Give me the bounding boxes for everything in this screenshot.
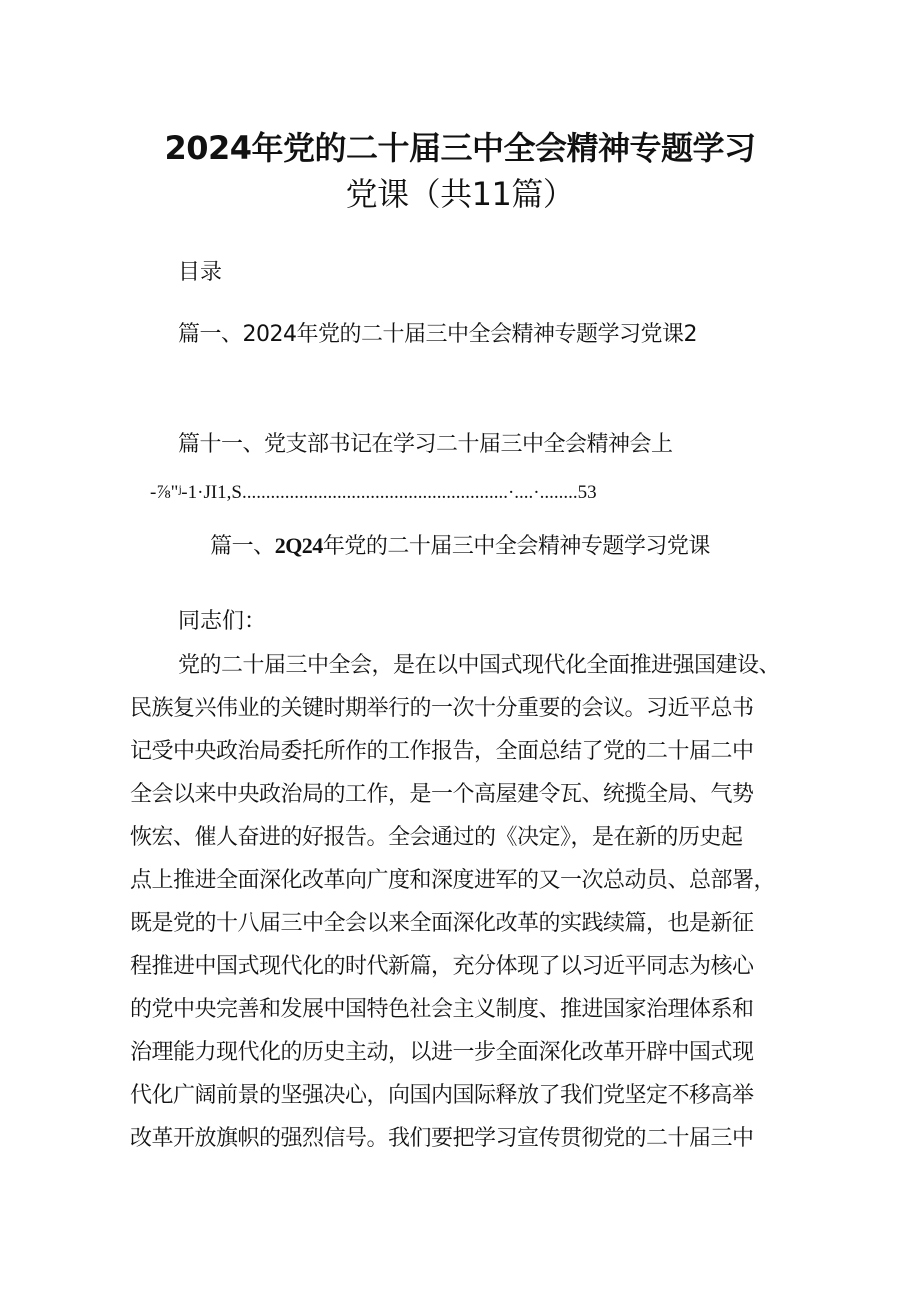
toc-item-1[interactable]: 篇一、2024年党的二十届三中全会精神专题学习党课2 — [178, 322, 697, 347]
body-line: 治理能力现代化的历史主动，以进一步全面深化改革开辟中国式现 — [130, 1040, 754, 1065]
section-heading-number: 2Q24 — [274, 533, 323, 558]
body-line: 改革开放旗帜的强烈信号。我们要把学习宣传贯彻党的二十届三中 — [130, 1126, 754, 1151]
toc-item-11[interactable]: 篇十一、党支部书记在学习二十届三中全会精神会上 — [178, 432, 673, 457]
body-line: 既是党的十八届三中全会以来全面深化改革的实践续篇，也是新征 — [130, 911, 754, 936]
toc-item-11-continuation: -⅞"ʲ-1·JI1,S........................................................·....·........53 — [150, 482, 597, 503]
body-line: 民族复兴伟业的关键时期举行的一次十分重要的会议。习近平总书 — [130, 696, 754, 721]
body-line: 代化广阔前景的坚强决心，向国内国际释放了我们党坚定不移高举 — [130, 1083, 754, 1108]
document-title-line-2: 党课（共11篇） — [345, 175, 575, 213]
body-line: 的党中央完善和发展中国特色社会主义制度、推进国家治理体系和 — [130, 997, 754, 1022]
section-heading — [0, 530, 920, 563]
document-title-line-1: 2024年党的二十届三中全会精神专题学习 — [164, 129, 756, 167]
salutation: 同志们： — [178, 609, 267, 634]
body-line: 记受中央政治局委托所作的工作报告，全面总结了党的二十届二中 — [130, 739, 754, 764]
body-line: 全会以来中央政治局的工作，是一个高屋建令瓦、统揽全局、气势 — [130, 782, 754, 807]
body-line: 党的二十届三中全会，是在以中国式现代化全面推进强国建设、 — [178, 653, 781, 678]
body-line: 程推进中国式现代化的时代新篇，充分体现了以习近平同志为核心 — [130, 954, 754, 979]
body-line: 点上推进全面深化改革向广度和深度进军的又一次总动员、总部署， — [130, 868, 776, 893]
section-heading-rest: 年党的二十届三中全会精神专题学习党课 — [322, 534, 710, 559]
body-line: 恢宏、催人奋进的好报告。全会通过的《决定》，是在新的历史起 — [130, 825, 743, 850]
section-heading-prefix: 篇一、 — [210, 534, 275, 559]
toc-heading: 目录 — [178, 260, 223, 285]
